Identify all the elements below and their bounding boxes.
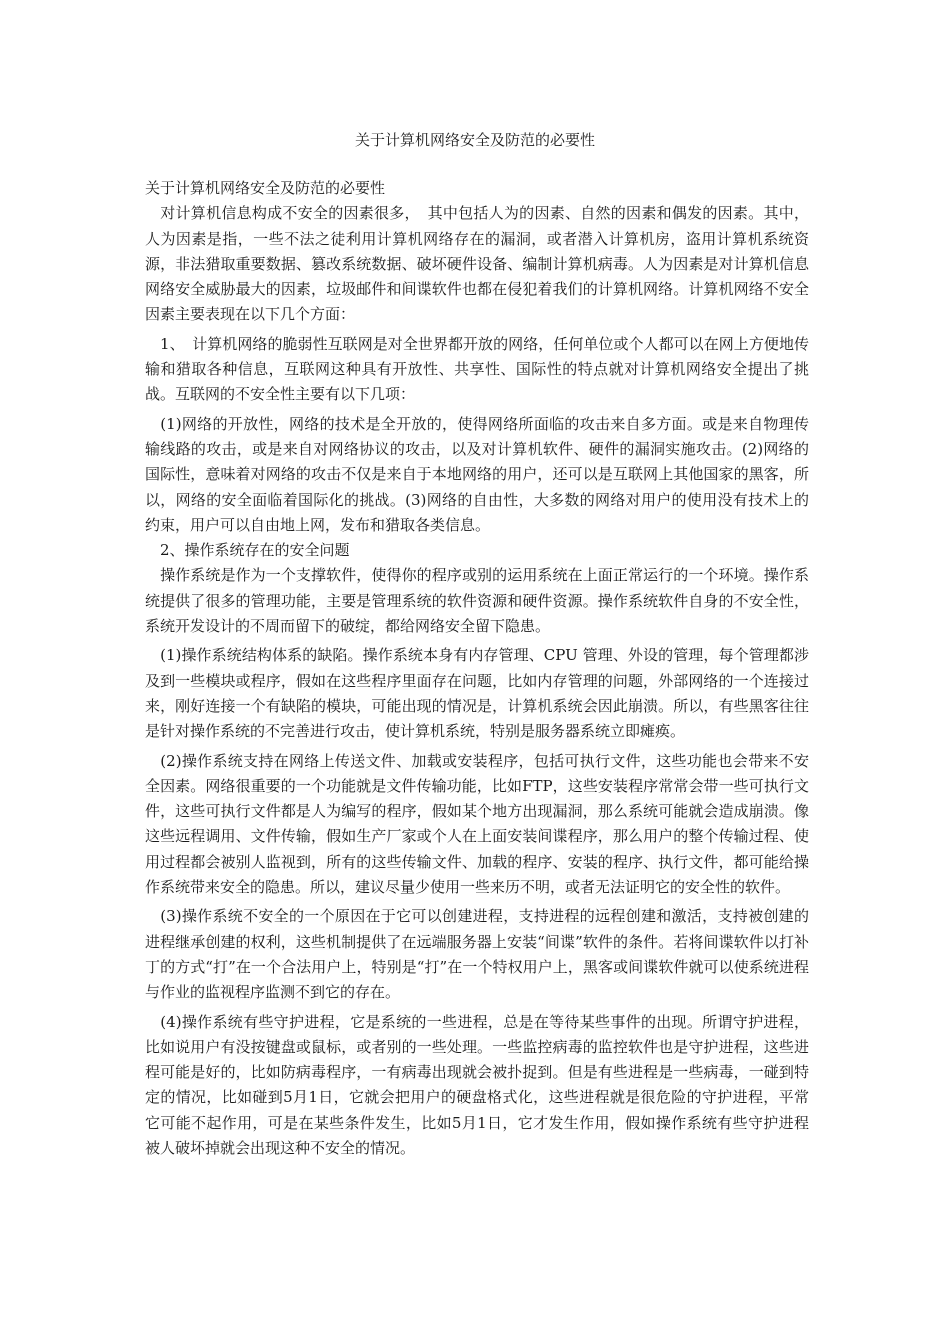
paragraph-section-1: 1、 计算机网络的脆弱性互联网是对全世界都开放的网络，任何单位或个人都可以在网上方便地传输和猎取各种信息，互联网这种具有开放性、共享性、国际性的特点就对计算机网络安全提出了挑战。互联网的不安全性主要有以下几项： bbox=[145, 334, 809, 404]
paragraph-section-2-heading: 2、操作系统存在的安全问题 bbox=[145, 541, 350, 560]
paragraph-section-2-item-4: (4)操作系统有些守护进程，它是系统的一些进程，总是在等待某些事件的出现。所谓守护进程，比如说用户有没按键盘或鼠标，或者别的一些处理。一些监控病毒的监控软件也是守护进程，这些进程可能是好的，比如防病毒程序，一有病毒出现就会被扑捉到。但是有些进程是一些病毒，一碰到特定的情况，比如碰到5月1日，它就会把用户的硬盘格式化，这些进程就是很危险的守护进程，平常它可能不起作用，可是在某些条件发生，比如5月1日，它才发生作用，假如操作系统有些守护进程被人破坏掉就会出现这种不安全的情况。 bbox=[145, 1012, 809, 1157]
paragraph-intro: 对计算机信息构成不安全的因素很多， 其中包括人为的因素、自然的因素和偶发的因素。其中，人为因素是指，一些不法之徒利用计算机网络存在的漏洞，或者潜入计算机房，盗用计算机系统资源，非法猎取重要数据、篡改系统数据、破坏硬件设备、编制计算机病毒。人为因素是对计算机信息网络安全威胁最大的因素，垃圾邮件和间谍软件也都在侵犯着我们的计算机网络。计算机网络不安全因素主要表现在以下几个方面： bbox=[145, 204, 809, 324]
document-body bbox=[145, 176, 809, 1161]
page-title: 关于计算机网络安全及防范的必要性 bbox=[354, 131, 595, 149]
paragraph-section-2-item-3: (3)操作系统不安全的一个原因在于它可以创建进程，支持进程的远程创建和激活，支持被创建的进程继承创建的权利，这些机制提供了在远端服务器上安装“间谍”软件的条件。若将间谍软件以打补丁的方式“打”在一个合法用户上，特别是“打”在一个特权用户上，黑客或间谍软件就可以使系统进程与作业的监视程序监测不到它的存在。 bbox=[145, 907, 809, 1002]
paragraph-section-2-item-2: (2)操作系统支持在网络上传送文件、加载或安装程序，包括可执行文件，这些功能也会带来不安全因素。网络很重要的一个功能就是文件传输功能，比如FTP，这些安装程序常常会带一些可执行文件，这些可执行文件都是人为编写的程序，假如某个地方出现漏洞，那么系统可能就会造成崩溃。像这些远程调用、文件传输，假如生产厂家或个人在上面安装间谍程序，那么用户的整个传输过程、使用过程都会被别人监视到，所有的这些传输文件、加载的程序、安装的程序、执行文件，都可能给操作系统带来安全的隐患。所以，建议尽量少使用一些来历不明，或者无法证明它的安全性的软件。 bbox=[145, 751, 809, 897]
paragraph-section-1-items: (1)网络的开放性，网络的技术是全开放的，使得网络所面临的攻击来自多方面。或是来自物理传输线路的攻击，或是来自对网络协议的攻击，以及对计算机软件、硬件的漏洞实施攻击。(2)网络的国际性，意味着对网络的攻击不仅是来自于本地网络的用户，还可以是互联网上其他国家的黑客，所以，网络的安全面临着国际化的挑战。(3)网络的自由性，大多数的网络对用户的使用没有技术上的约束，用户可以自由地上网，发布和猎取各类信息。 bbox=[145, 414, 809, 534]
paragraph-section-2-intro: 操作系统是作为一个支撑软件，使得你的程序或别的运用系统在上面正常运行的一个环境。操作系统提供了很多的管理功能，主要是管理系统的软件资源和硬件资源。操作系统软件自身的不安全性，系统开发设计的不周而留下的破绽，都给网络安全留下隐患。 bbox=[145, 566, 809, 636]
body-heading: 关于计算机网络安全及防范的必要性 bbox=[145, 179, 386, 197]
paragraph-section-2-item-1: (1)操作系统结构体系的缺陷。操作系统本身有内存管理、CPU 管理、外设的管理，每个管理都涉及到一些模块或程序，假如在这些程序里面存在问题，比如内存管理的问题，外部网络的一个连接过来，刚好连接一个有缺陷的模块，可能出现的情况是，计算机系统会因此崩溃。所以，有些黑客往往是针对操作系统的不完善进行攻击，使计算机系统，特别是服务器系统立即瘫痪。 bbox=[145, 646, 809, 741]
